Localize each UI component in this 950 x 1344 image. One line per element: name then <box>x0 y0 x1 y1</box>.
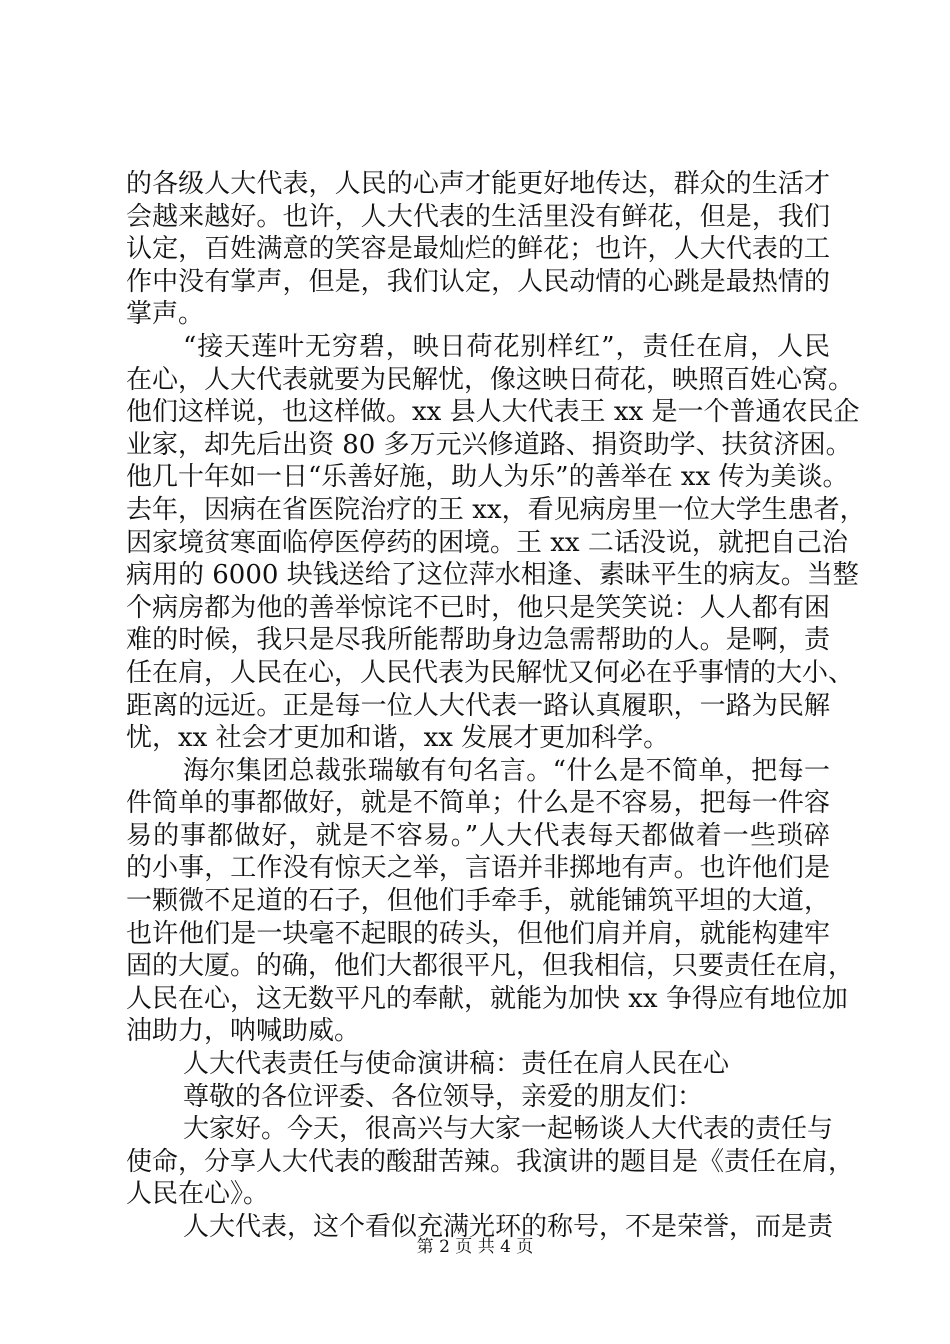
paragraph-start-line: 海尔集团总裁张瑞敏有句名言。“什么是不简单，把每一 <box>183 755 830 786</box>
text-line: 人民在心》。 <box>126 1179 270 1210</box>
page-footer: 第 2 页 共 4 页 <box>416 1237 534 1257</box>
text-line: 他几十年如一日“乐善好施，助人为乐”的善举在 xx 传为美谈。 <box>126 462 849 493</box>
text-line: 件简单的事都做好，就是不简单；什么是不容易，把每一件容 <box>126 788 830 819</box>
text-line: 他们这样说，也这样做。xx 县人大代表王 xx 是一个普通农民企 <box>126 397 860 428</box>
text-line: 会越来越好。也许，人大代表的生活里没有鲜花，但是，我们 <box>126 201 830 232</box>
paragraph-start-line: 人大代表，这个看似充满光环的称号，不是荣誉，而是责 <box>183 1212 834 1242</box>
text-line: 忧，xx 社会才更加和谐，xx 发展才更加科学。 <box>126 723 670 754</box>
text-line: 掌声。 <box>126 299 205 330</box>
text-line: 个病房都为他的善举惊诧不已时，他只是笑笑说：人人都有困 <box>126 592 830 623</box>
text-line: 任在肩，人民在心，人民代表为民解忧又何必在乎事情的大小、 <box>126 657 855 688</box>
text-line: 去年，因病在省医院治疗的王 xx，看见病房里一位大学生患者， <box>126 494 866 525</box>
text-line: 一颗微不足道的石子，但他们手牵手，就能铺筑平坦的大道， <box>126 886 830 917</box>
text-line: 作中没有掌声，但是，我们认定，人民动情的心跳是最热情的 <box>126 266 830 297</box>
text-line: 难的时候，我只是尽我所能帮助身边急需帮助的人。是啊，责 <box>126 625 830 656</box>
text-line: 固的大厦。的确，他们大都很平凡，但我相信，只要责任在肩， <box>126 951 855 982</box>
text-line: 的各级人大代表，人民的心声才能更好地传达，群众的生活才 <box>126 169 830 199</box>
text-line: 易的事都做好，就是不容易。”人大代表每天都做着一些琐碎 <box>126 820 830 851</box>
text-line: 病用的 6000 块钱送给了这位萍水相逢、素昧平生的病友。当整 <box>126 560 859 591</box>
paragraph-start-line: “接天莲叶无穷碧，映日荷花别样红”，责任在肩，人民 <box>183 331 830 362</box>
text-line: 认定，百姓满意的笑容是最灿烂的鲜花；也许，人大代表的工 <box>126 234 830 265</box>
text-line: 因家境贫寒面临停医停药的困境。王 xx 二话没说，就把自己治 <box>126 527 848 558</box>
section-title: 人大代表责任与使命演讲稿：责任在肩人民在心 <box>183 1049 730 1080</box>
text-line: 油助力，呐喊助威。 <box>126 1016 361 1047</box>
text-line: 在心，人大代表就要为民解忧，像这映日荷花，映照百姓心窝。 <box>126 364 855 395</box>
text-line: 人民在心，这无数平凡的奉献，就能为加快 xx 争得应有地位加 <box>126 983 848 1014</box>
document-body <box>126 168 866 1244</box>
salutation-line: 尊敬的各位评委、各位领导，亲爱的朋友们： <box>183 1081 704 1112</box>
text-line: 也许他们是一块毫不起眼的砖头，但他们肩并肩，就能构建牢 <box>126 918 830 949</box>
paragraph-start-line: 大家好。今天，很高兴与大家一起畅谈人大代表的责任与 <box>183 1114 834 1145</box>
text-line: 的小事，工作没有惊天之举，言语并非掷地有声。也许他们是 <box>126 853 830 884</box>
text-line: 距离的远近。正是每一位人大代表一路认真履职，一路为民解 <box>126 690 830 721</box>
text-line: 使命，分享人大代表的酸甜苦辣。我演讲的题目是《责任在肩， <box>126 1146 855 1177</box>
text-line: 业家，却先后出资 80 多万元兴修道路、捐资助学、扶贫济困。 <box>126 429 852 460</box>
